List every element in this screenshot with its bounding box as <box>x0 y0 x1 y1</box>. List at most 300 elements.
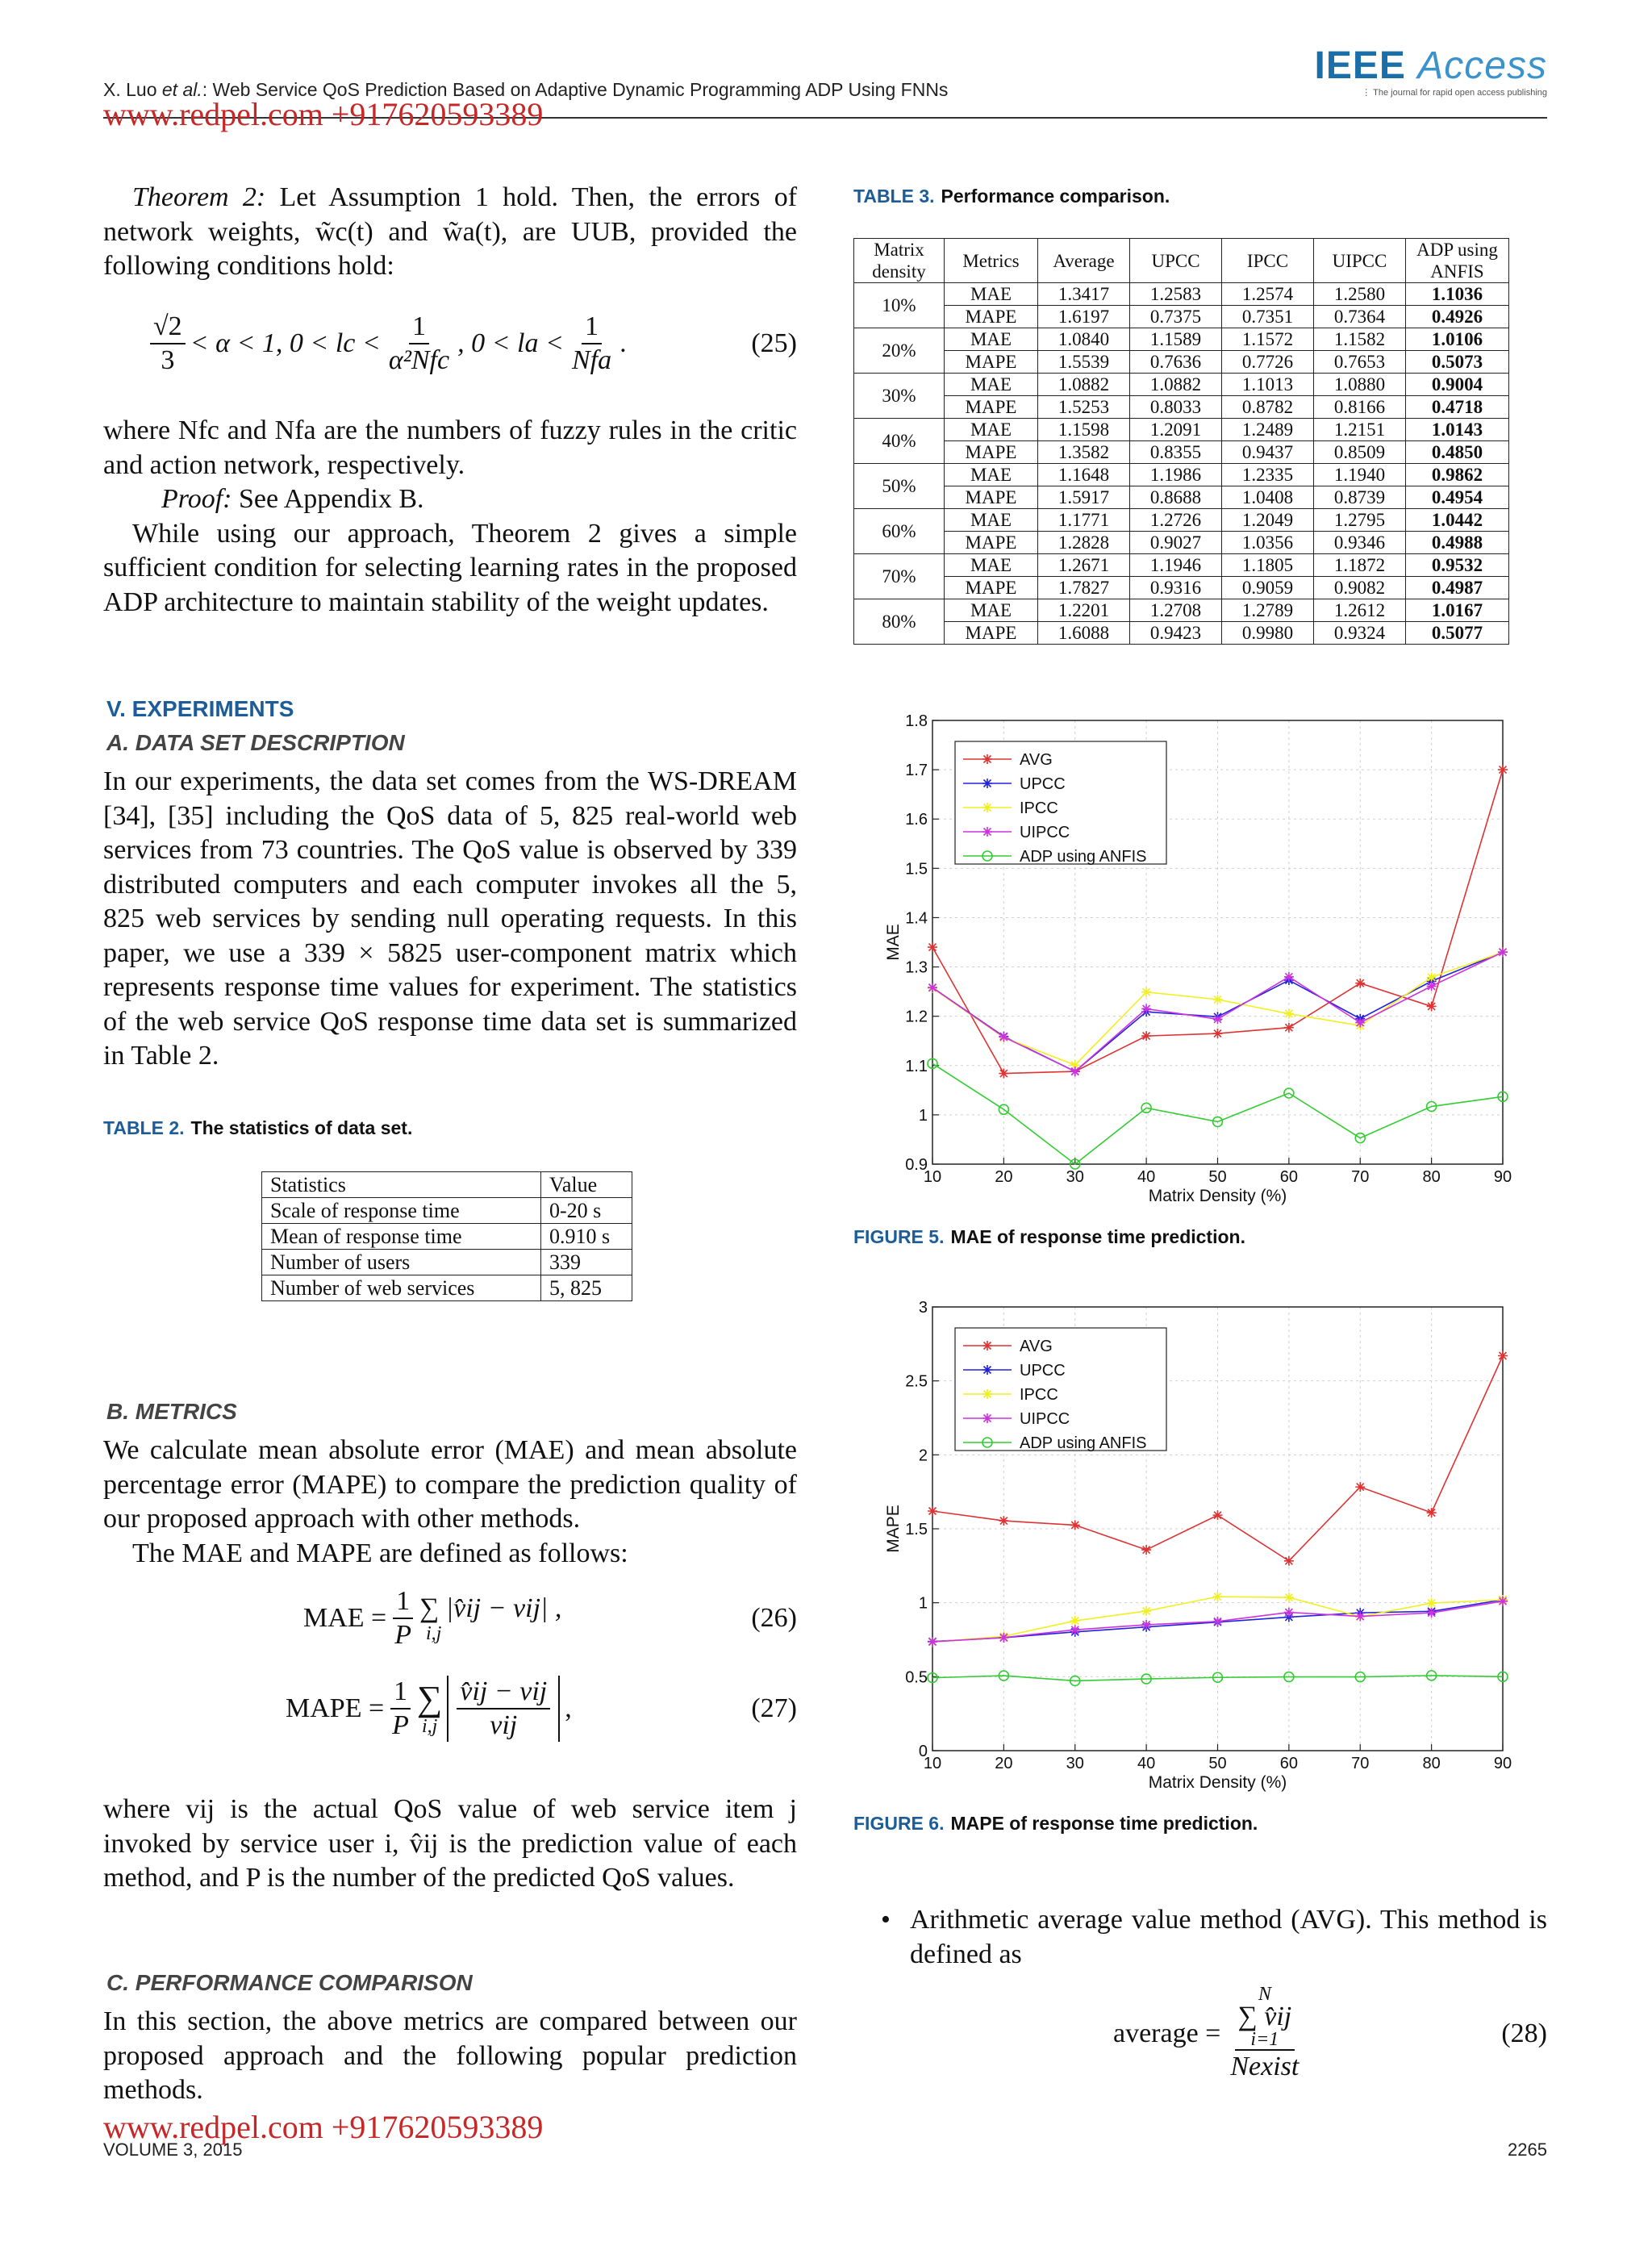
while-paragraph: While using our approach, Theorem 2 gives a simple sufficient condition for selecting learning rates in the proposed ADP architecture to maintain stability of the weight updates. <box>103 518 797 617</box>
x-axis-label: Matrix Density (%) <box>1148 1773 1287 1792</box>
t3-cell: 1.1013 <box>1222 374 1314 396</box>
t2-cell: 339 <box>541 1250 632 1275</box>
subsection-dataset: A. DATA SET DESCRIPTION <box>106 730 405 755</box>
t3-header: Average <box>1038 239 1130 283</box>
x-tick-label: 10 <box>923 1168 942 1186</box>
equation-28 <box>1113 1985 1547 2083</box>
watermark-top: www.redpel.com +917620593389 <box>103 96 544 132</box>
x-tick-label: 30 <box>1066 1168 1084 1186</box>
t3-cell: 1.1589 <box>1130 328 1222 351</box>
t3-cell: MAPE <box>945 396 1038 419</box>
data-point <box>1498 947 1508 957</box>
eq27-p: P <box>392 1710 409 1740</box>
data-point <box>1213 995 1223 1004</box>
t3-cell: 1.0408 <box>1222 486 1314 509</box>
t3-cell: 1.2580 <box>1314 283 1406 306</box>
t3-cell: 1.2335 <box>1222 464 1314 486</box>
subsection-performance: C. PERFORMANCE COMPARISON <box>106 1970 473 1995</box>
figure6-label: FIGURE 6. <box>853 1813 945 1834</box>
t3-cell: 0.4926 <box>1406 306 1509 328</box>
table-row <box>854 554 1509 577</box>
t3-cell: 0.9862 <box>1406 464 1509 486</box>
t3-cell: 0.8782 <box>1222 396 1314 419</box>
table-row <box>854 374 1509 396</box>
equation-25: $\frac{√2}{3}$ < α < 1, 0 < lc < $\frac{1}{\text{α²Nfc}}$ , 0 < la < $\frac{1}{\text{Nfa}}$ . (25) <box>145 311 797 377</box>
data-point <box>1427 981 1437 991</box>
t3-cell: 0.9980 <box>1222 622 1314 645</box>
x-tick-label: 30 <box>1066 1755 1084 1772</box>
legend-entry: IPCC <box>1020 1386 1058 1404</box>
t3-cell: MAE <box>945 599 1038 622</box>
section-experiments: V. EXPERIMENTS <box>106 696 294 721</box>
t3-cell: 1.2671 <box>1038 554 1130 577</box>
t3-header: IPCC <box>1222 239 1314 283</box>
header-authors: X. Luo <box>103 79 157 100</box>
table-row <box>854 486 1509 509</box>
t3-cell: 1.2583 <box>1130 283 1222 306</box>
eq27-number: (27) <box>751 1693 797 1723</box>
t3-cell: 1.0882 <box>1130 374 1222 396</box>
left-column-top <box>103 181 797 284</box>
t3-cell: 0.9027 <box>1130 532 1222 554</box>
t3-cell: 1.0882 <box>1038 374 1130 396</box>
x-tick-label: 60 <box>1279 1168 1298 1186</box>
watermark-bottom: www.redpel.com +917620593389 <box>103 2109 544 2145</box>
t3-cell: 1.1872 <box>1314 554 1406 577</box>
eq28-number: (28) <box>1501 2018 1547 2048</box>
y-tick-label: 0.5 <box>905 1668 928 1687</box>
y-axis-label: MAPE <box>884 1505 903 1553</box>
table-row <box>854 599 1509 622</box>
t3-cell: 0.4850 <box>1406 441 1509 464</box>
t3-cell: 0.9059 <box>1222 577 1314 599</box>
t3-cell: 1.2612 <box>1314 599 1406 622</box>
eq28-i1: i=1 <box>1250 2029 1279 2050</box>
left-column-mid <box>103 414 797 620</box>
t3-cell: 1.0143 <box>1406 419 1509 441</box>
x-tick-label: 70 <box>1351 1168 1370 1186</box>
eq26-lhs: MAE = <box>303 1603 387 1633</box>
figure6-title: MAPE of response time prediction. <box>950 1813 1258 1834</box>
t3-cell: MAPE <box>945 441 1038 464</box>
legend-entry: AVG <box>1020 751 1053 769</box>
y-tick-label: 1.2 <box>905 1008 928 1026</box>
t3-cell: 0.8739 <box>1314 486 1406 509</box>
data-point <box>1141 1545 1151 1555</box>
footer-page: 2265 <box>1508 2140 1547 2160</box>
legend-entry: UIPCC <box>1020 824 1070 841</box>
figure5-caption <box>853 1226 1245 1248</box>
t2-cell: 5, 825 <box>541 1275 632 1301</box>
data-point <box>1355 979 1365 988</box>
legend-marker <box>982 1389 992 1399</box>
defined-paragraph: The MAE and MAPE are defined as follows: <box>132 1538 628 1568</box>
t3-cell: 1.7827 <box>1038 577 1130 599</box>
y-tick-label: 1.8 <box>905 712 928 730</box>
t3-cell: 1.2795 <box>1314 509 1406 532</box>
t2-header-stat: Statistics <box>262 1172 541 1198</box>
data-point <box>1427 1508 1437 1518</box>
table-row <box>854 622 1509 645</box>
t3-cell: MAPE <box>945 532 1038 554</box>
t3-cell: 1.2574 <box>1222 283 1314 306</box>
eq26-body: ∑ |v̂ij − vij| , <box>419 1593 562 1623</box>
legend-entry: ADP using ANFIS <box>1020 848 1147 866</box>
t3-cell: 0.8033 <box>1130 396 1222 419</box>
x-tick-label: 20 <box>995 1168 1013 1186</box>
data-point <box>1070 1067 1080 1076</box>
data-point <box>1355 1612 1365 1622</box>
eq25-three: 3 <box>161 345 175 375</box>
legend-marker <box>982 779 992 788</box>
metrics-block <box>103 1434 797 1571</box>
t3-cell: 0.7636 <box>1130 351 1222 374</box>
equation-26 <box>303 1585 797 1651</box>
t3-cell: MAPE <box>945 486 1038 509</box>
data-point <box>1284 1023 1294 1033</box>
legend-marker <box>982 1413 992 1423</box>
t3-cell: 1.1805 <box>1222 554 1314 577</box>
data-point <box>1070 1520 1080 1530</box>
x-tick-label: 80 <box>1422 1168 1441 1186</box>
table-row <box>854 441 1509 464</box>
t3-cell: 1.1598 <box>1038 419 1130 441</box>
t3-cell: 1.2726 <box>1130 509 1222 532</box>
t3-cell: 1.1986 <box>1130 464 1222 486</box>
theorem-text: Let Assumption 1 hold. Then, the errors of network weights, w̃c(t) and w̃a(t), are UUB, provided the following conditions hold: <box>103 182 798 281</box>
bullet-dot: • <box>881 1905 891 1935</box>
table-row <box>854 532 1509 554</box>
eq26-one: 1 <box>393 1585 413 1619</box>
data-point <box>999 1069 1008 1079</box>
t3-cell: MAPE <box>945 351 1038 374</box>
t3-header: Matrix density <box>854 239 945 283</box>
t3-density: 10% <box>854 283 945 328</box>
x-tick-label: 50 <box>1208 1755 1227 1772</box>
series-line-adp-using-anfis <box>932 1063 1503 1164</box>
t3-density: 70% <box>854 554 945 599</box>
t3-cell: 1.2151 <box>1314 419 1406 441</box>
legend-marker <box>982 803 992 812</box>
eq25-part2: , 0 < la < <box>457 328 564 358</box>
data-point <box>1141 1031 1151 1041</box>
t3-cell: 1.3582 <box>1038 441 1130 464</box>
t3-cell: 0.7726 <box>1222 351 1314 374</box>
t3-cell: 1.0167 <box>1406 599 1509 622</box>
t3-cell: 1.0106 <box>1406 328 1509 351</box>
t3-cell: 0.9004 <box>1406 374 1509 396</box>
figure5-chart <box>853 704 1531 1213</box>
header-title: : Web Service QoS Prediction Based on Adaptive Dynamic Programming ADP Using FNNs <box>202 79 949 100</box>
t3-header: UIPCC <box>1314 239 1406 283</box>
data-point <box>1070 1625 1080 1634</box>
t3-cell: 0.5073 <box>1406 351 1509 374</box>
t3-cell: 0.9082 <box>1314 577 1406 599</box>
where-paragraph: where Nfc and Nfa are the numbers of fuzzy rules in the critic and action network, respectively. <box>103 415 797 480</box>
data-point <box>928 1637 937 1647</box>
x-tick-label: 80 <box>1422 1755 1441 1772</box>
t2-cell: Mean of response time <box>262 1224 541 1250</box>
table2-label: TABLE 2. <box>103 1117 185 1138</box>
data-point <box>999 1032 1008 1042</box>
t3-cell: 1.6197 <box>1038 306 1130 328</box>
t3-cell: 0.8166 <box>1314 396 1406 419</box>
legend-marker <box>982 1365 992 1375</box>
data-point <box>1213 1617 1223 1626</box>
table-row <box>854 396 1509 419</box>
table-row <box>854 351 1509 374</box>
data-point <box>1427 972 1437 982</box>
t3-cell: MAE <box>945 554 1038 577</box>
t3-header: Metrics <box>945 239 1038 283</box>
table2-caption <box>103 1117 412 1139</box>
y-tick-label: 1 <box>918 1594 928 1613</box>
data-point <box>928 942 937 952</box>
logo-tagline: ⋮ The journal for rapid open access publishing <box>1362 88 1547 98</box>
table-row <box>854 464 1509 486</box>
t3-cell: 0.4987 <box>1406 577 1509 599</box>
t3-cell: 1.1572 <box>1222 328 1314 351</box>
eq25-one-a: 1 <box>409 311 429 344</box>
eq25-den2: Nfa <box>571 345 612 375</box>
data-point <box>1141 1620 1151 1630</box>
legend-entry: IPCC <box>1020 799 1058 817</box>
y-tick-label: 2.5 <box>905 1372 928 1391</box>
table-row <box>262 1198 632 1224</box>
eq27-one: 1 <box>390 1676 411 1710</box>
x-tick-label: 90 <box>1493 1168 1512 1186</box>
dataset-paragraph: In our experiments, the data set comes from the WS-DREAM [34], [35] including the QoS data of 5, 825 real-world web services from 73 countries. The QoS value is observed by 339 distributed computers and each computer invokes all the 5, 825 web services by sending null operating requests. In this paper, we use a 339 × 5825 user-component matrix which represents response time values for experiment. The statistics of the web service QoS response time data set is summarized in Table 2. <box>103 766 797 1071</box>
figure6-caption <box>853 1813 1258 1835</box>
t3-cell: 0.9324 <box>1314 622 1406 645</box>
table-row <box>262 1275 632 1301</box>
data-point <box>1213 1029 1223 1038</box>
eq28-n: N <box>1258 1984 1271 2005</box>
logo-name: Access <box>1417 44 1547 87</box>
t3-cell: 1.1940 <box>1314 464 1406 486</box>
figure5-label: FIGURE 5. <box>853 1226 945 1247</box>
data-point <box>999 1633 1008 1643</box>
data-point <box>1427 1598 1437 1608</box>
data-point <box>1355 1018 1365 1028</box>
header-etal: et al. <box>161 79 202 100</box>
t2-cell: Scale of response time <box>262 1198 541 1224</box>
bullet-text: Arithmetic average value method (AVG). This method is defined as <box>910 1905 1547 1969</box>
y-tick-label: 1.5 <box>905 1521 928 1538</box>
table-row <box>854 509 1509 532</box>
eq25-sqrt2: √2 <box>150 311 186 344</box>
legend-entry: UIPCC <box>1020 1410 1070 1428</box>
eq27-body-den: vij <box>490 1710 518 1740</box>
t3-density: 40% <box>854 419 945 464</box>
t3-cell: 1.2828 <box>1038 532 1130 554</box>
eq28-sum: ∑ v̂ij <box>1237 2002 1292 2031</box>
t3-cell: 0.9532 <box>1406 554 1509 577</box>
t3-density: 30% <box>854 374 945 419</box>
t3-cell: 1.2789 <box>1222 599 1314 622</box>
t3-cell: 1.1946 <box>1130 554 1222 577</box>
t3-cell: MAE <box>945 419 1038 441</box>
data-point <box>1141 1004 1151 1014</box>
data-point <box>1141 1606 1151 1616</box>
t2-cell: Number of web services <box>262 1275 541 1301</box>
metrics-paragraph: We calculate mean absolute error (MAE) and mean absolute percentage error (MAPE) to compare the prediction quality of our proposed approach with other methods. <box>103 1435 797 1534</box>
data-point <box>1141 987 1151 997</box>
t3-cell: 0.8688 <box>1130 486 1222 509</box>
legend-entry: ADP using ANFIS <box>1020 1434 1147 1452</box>
logo-brand: IEEE <box>1314 44 1406 87</box>
t3-cell: 1.2201 <box>1038 599 1130 622</box>
t3-cell: 1.1648 <box>1038 464 1130 486</box>
t3-cell: 0.8509 <box>1314 441 1406 464</box>
eq26-number: (26) <box>751 1603 797 1633</box>
y-tick-label: 1.6 <box>905 811 928 829</box>
t3-cell: MAE <box>945 328 1038 351</box>
t2-cell: 0.910 s <box>541 1224 632 1250</box>
x-axis-label: Matrix Density (%) <box>1148 1187 1287 1205</box>
table-row <box>854 328 1509 351</box>
t3-cell: 1.1036 <box>1406 283 1509 306</box>
legend-marker <box>982 827 992 837</box>
table-row <box>854 577 1509 599</box>
data-point <box>1284 1556 1294 1566</box>
data-point <box>1498 765 1508 774</box>
eq25-number: (25) <box>751 328 797 358</box>
data-point <box>1284 1608 1294 1618</box>
t3-cell: MAPE <box>945 306 1038 328</box>
t3-cell: MAE <box>945 509 1038 532</box>
t3-cell: 0.4718 <box>1406 396 1509 419</box>
x-tick-label: 60 <box>1279 1755 1298 1772</box>
t3-density: 50% <box>854 464 945 509</box>
t3-cell: 1.0442 <box>1406 509 1509 532</box>
data-point <box>1284 972 1294 982</box>
equation-27: MAPE = $\frac{1}{P}$ ∑ i,j $\frac{\text{v̂ij − vij}}{\text{vij}}$ , (27) <box>286 1676 797 1740</box>
t2-cell: 0-20 s <box>541 1198 632 1224</box>
y-tick-label: 3 <box>918 1299 928 1317</box>
proof-label: Proof: <box>161 484 232 514</box>
theorem-label: Theorem 2: <box>132 182 266 212</box>
subsection-metrics: B. METRICS <box>106 1399 237 1424</box>
t3-cell: 1.5253 <box>1038 396 1130 419</box>
data-point <box>1355 1482 1365 1492</box>
x-tick-label: 10 <box>923 1755 942 1772</box>
table-row <box>854 419 1509 441</box>
t3-cell: 0.7351 <box>1222 306 1314 328</box>
y-tick-label: 1.5 <box>905 860 928 879</box>
figure5-title: MAE of response time prediction. <box>950 1226 1245 1247</box>
y-tick-label: 1.3 <box>905 958 928 977</box>
t3-cell: 1.5539 <box>1038 351 1130 374</box>
table-row <box>262 1224 632 1250</box>
data-point <box>1213 1014 1223 1024</box>
data-point <box>1498 1351 1508 1361</box>
y-tick-label: 1.1 <box>905 1057 928 1075</box>
t3-cell: 1.5917 <box>1038 486 1130 509</box>
data-point <box>928 1506 937 1516</box>
table-row <box>854 283 1509 306</box>
eq27-lhs: MAPE = <box>286 1693 385 1723</box>
y-tick-label: 0 <box>918 1743 928 1760</box>
t3-cell: 0.4954 <box>1406 486 1509 509</box>
t3-header: ADP using ANFIS <box>1406 239 1509 283</box>
figure6-chart <box>853 1291 1531 1799</box>
t3-cell: 0.7364 <box>1314 306 1406 328</box>
data-point <box>1070 1616 1080 1626</box>
t3-cell: 1.1771 <box>1038 509 1130 532</box>
eq27-sub: i,j <box>421 1716 438 1737</box>
t3-cell: 0.9346 <box>1314 532 1406 554</box>
data-point <box>1213 1510 1223 1520</box>
table-row <box>262 1250 632 1275</box>
footer-volume: VOLUME 3, 2015 <box>103 2140 243 2160</box>
y-tick-label: 1.4 <box>905 909 928 928</box>
x-tick-label: 40 <box>1137 1168 1156 1186</box>
journal-logo <box>1314 44 1547 98</box>
data-point <box>928 983 937 992</box>
y-tick-label: 0.9 <box>905 1156 928 1174</box>
t3-cell: 1.2091 <box>1130 419 1222 441</box>
x-tick-label: 90 <box>1493 1755 1512 1772</box>
table2 <box>261 1171 632 1301</box>
bullet-avg <box>881 1903 1547 1972</box>
y-tick-label: 1 <box>918 1106 928 1125</box>
t3-cell: 0.4988 <box>1406 532 1509 554</box>
legend-marker <box>982 1341 992 1351</box>
y-tick-label: 2 <box>918 1447 928 1465</box>
t3-cell: 1.0840 <box>1038 328 1130 351</box>
table-row <box>854 306 1509 328</box>
x-tick-label: 20 <box>995 1755 1013 1772</box>
data-point <box>1427 1608 1437 1618</box>
t3-cell: 1.0880 <box>1314 374 1406 396</box>
data-point <box>1284 1009 1294 1019</box>
x-tick-label: 70 <box>1351 1755 1370 1772</box>
y-axis-label: MAE <box>884 924 903 961</box>
t3-header: UPCC <box>1130 239 1222 283</box>
data-point <box>1427 1001 1437 1011</box>
where2-paragraph: where vij is the actual QoS value of web service item j invoked by service user i, v̂ij is the prediction value of each method, and P is the number of the predicted QoS values. <box>103 1794 797 1893</box>
t3-cell: MAE <box>945 464 1038 486</box>
t2-cell: Number of users <box>262 1250 541 1275</box>
t3-cell: 1.6088 <box>1038 622 1130 645</box>
t3-cell: 1.3417 <box>1038 283 1130 306</box>
t3-cell: MAE <box>945 283 1038 306</box>
t2-header-value: Value <box>541 1172 632 1198</box>
table3-label: TABLE 3. <box>853 186 935 207</box>
t3-cell: 0.9437 <box>1222 441 1314 464</box>
t3-density: 60% <box>854 509 945 554</box>
legend-entry: UPCC <box>1020 1362 1066 1380</box>
legend-entry: AVG <box>1020 1338 1053 1355</box>
t3-cell: 1.2489 <box>1222 419 1314 441</box>
table2-title: The statistics of data set. <box>190 1117 413 1138</box>
x-tick-label: 50 <box>1208 1168 1227 1186</box>
t3-cell: 0.9316 <box>1130 577 1222 599</box>
t3-cell: 0.5077 <box>1406 622 1509 645</box>
table3 <box>853 238 1509 645</box>
data-point <box>1284 1593 1294 1602</box>
t3-cell: 0.8355 <box>1130 441 1222 464</box>
table3-title: Performance comparison. <box>941 186 1170 207</box>
eq27-body-num: v̂ij − vij <box>457 1676 550 1710</box>
eq28-den: Nexist <box>1230 2052 1299 2081</box>
eq25-part1: < α < 1, 0 < lc < <box>190 328 381 358</box>
t3-cell: 0.9423 <box>1130 622 1222 645</box>
t3-density: 20% <box>854 328 945 374</box>
eq25-one-b: 1 <box>582 311 602 344</box>
legend-entry: UPCC <box>1020 775 1066 793</box>
